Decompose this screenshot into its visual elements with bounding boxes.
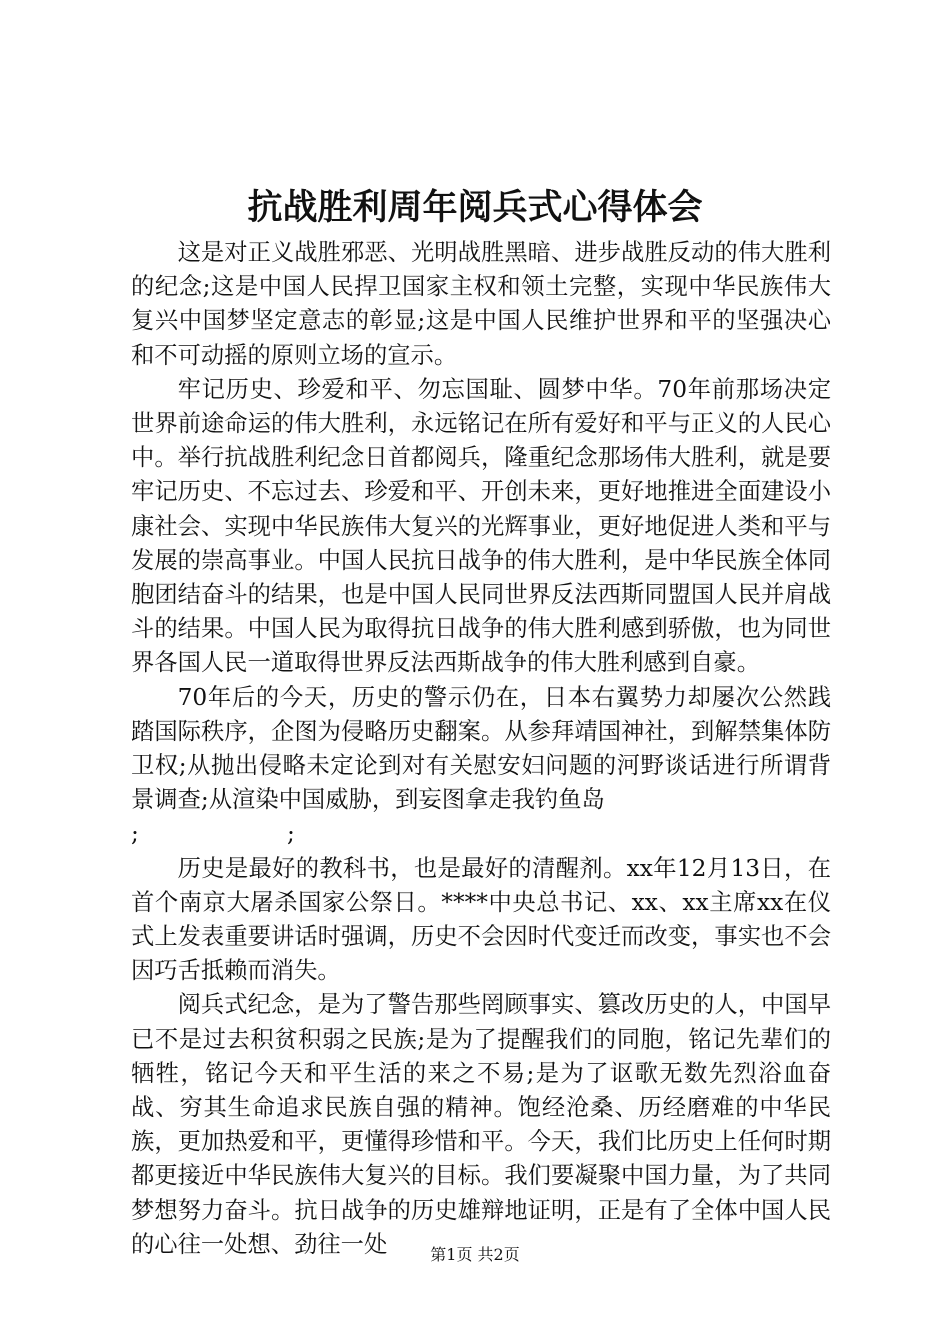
paragraph: 70年后的今天，历史的警示仍在，日本右翼势力却屡次公然践踏国际秩序，企图为侵略历史翻案。从参拜靖国神社，到解禁集体防卫权;从抛出侵略未定论到对有关慰安妇问题的河野谈话进行所谓背景调查;从渲染中国威胁，到妄图拿走我钓鱼岛: [131, 683, 831, 814]
paragraph: 牢记历史、珍爱和平、勿忘国耻、圆梦中华。70年前那场决定世界前途命运的伟大胜利，永远铭记在所有爱好和平与正义的人民心中。举行抗战胜利纪念日首都阅兵，隆重纪念那场伟大胜利，就是要牢记历史、不忘过去、珍爱和平、开创未来，更好地推进全面建设小康社会、实现中华民族伟大复兴的光辉事业，更好地促进人类和平与发展的崇高事业。中国人民抗日战争的伟大胜利，是中华民族全体同胞团结奋斗的结果，也是中国人民同世界反法西斯同盟国人民并肩战斗的结果。中国人民为取得抗日战争的伟大胜利感到骄傲，也为同世界各国人民一道取得世界反法西斯战争的伟大胜利感到自豪。: [131, 375, 831, 677]
page-footer: 第1页 共2页: [430, 1245, 520, 1264]
paragraph: 这是对正义战胜邪恶、光明战胜黑暗、进步战胜反动的伟大胜利的纪念;这是中国人民捍卫国家主权和领土完整，实现中华民族伟大复兴中国梦坚定意志的彰显;这是中国人民维护世界和平的坚强决心和不可动摇的原则立场的宣示。: [131, 239, 831, 369]
paragraph-fragment: ; ;: [131, 820, 295, 848]
document-title: 抗战胜利周年阅兵式心得体会: [247, 187, 703, 228]
paragraph: 阅兵式纪念，是为了警告那些罔顾事实、篡改历史的人，中国早已不是过去积贫积弱之民族;是为了提醒我们的同胞，铭记先辈们的牺牲，铭记今天和平生活的来之不易;是为了讴歌无数先烈浴血奋战、穷其生命追求民族自强的精神。饱经沧桑、历经磨难的中华民族，更加热爱和平，更懂得珍惜和平。今天，我们比历史上任何时期都更接近中华民族伟大复兴的目标。我们要凝聚中国力量，为了共同梦想努力奋斗。抗日战争的历史雄辩地证明，正是有了全体中国人民的心往一处想、劲往一处: [131, 991, 831, 1258]
paragraph: 历史是最好的教科书，也是最好的清醒剂。xx年12月13日，在首个南京大屠杀国家公祭日。****中央总书记、xx、xx主席xx在仪式上发表重要讲话时强调，历史不会因时代变迁而改变，事实也不会因巧舌抵赖而消失。: [131, 854, 831, 985]
document-body: [131, 236, 831, 1262]
